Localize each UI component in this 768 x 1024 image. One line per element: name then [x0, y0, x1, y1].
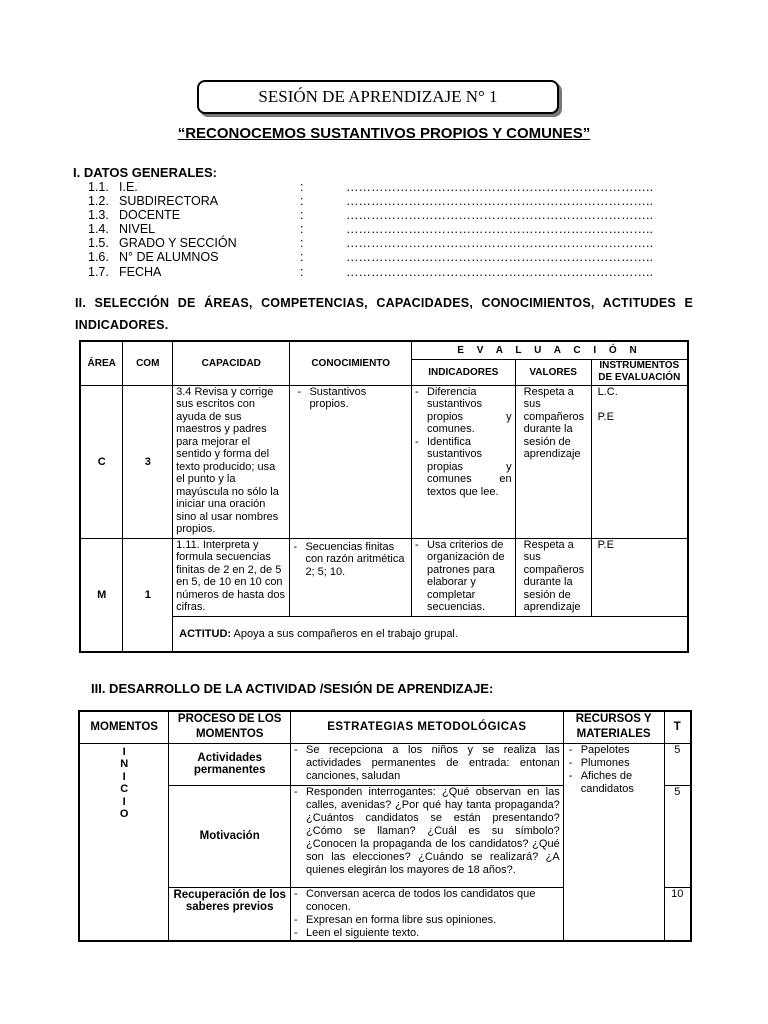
row1-conocimiento: - Sustantivos propios. — [297, 386, 408, 411]
datos-label: NIVEL — [119, 222, 156, 237]
datos-num: 1.4. — [88, 222, 109, 237]
row1-capacidad: 3.4 Revisa y corrige sus escritos con ayuda de sus maestros y padres para mejorar el sentido y forma del texto producido; usa el punto y la mayúscula no sólo la iniciar una oración sino al usar nombres propios. — [173, 385, 290, 538]
datos-num: 1.7. — [88, 264, 109, 279]
header-capacidad: CAPACIDAD — [173, 341, 290, 385]
recurso-item: - Papelotes — [569, 744, 661, 757]
header-indicadores: INDICADORES — [411, 359, 515, 385]
header-estrategias: ESTRATEGIAS METODOLÓGICAS — [291, 711, 564, 743]
row2-conocimiento: - Secuencias finitas con razón aritmética 2; 5; 10. — [293, 541, 408, 579]
row2-instrumento: P.E — [591, 538, 688, 616]
datos-label: SUBDIRECTORA — [119, 194, 219, 209]
datos-colon: : — [300, 264, 304, 279]
proceso-actividades: Actividades permanentes — [169, 743, 291, 785]
datos-colon: : — [300, 180, 304, 194]
section1-heading: I. DATOS GENERALES: — [73, 165, 217, 180]
row2-indicador: - Usa criterios de organización de patrones para elaborar y completar secuencias. — [415, 539, 512, 614]
tiempo-2: 5 — [664, 785, 691, 887]
header-t: T — [664, 711, 691, 743]
datos-row — [88, 236, 668, 250]
tiempo-1: 5 — [664, 743, 691, 785]
estrategia-item: - Se recepciona a los niños y se realiza las actividades permanentes de entrada: entonan canciones, saludan — [294, 744, 560, 783]
row2-valores: Respeta a sus compañeros durante la sesión de aprendizaje — [515, 538, 591, 616]
datos-label: GRADO Y SECCIÓN — [119, 236, 237, 251]
datos-fill-line: ……………………………………………………………….. — [346, 264, 653, 279]
datos-generales-list — [88, 180, 668, 279]
datos-num: 1.6. — [88, 250, 109, 265]
datos-colon: : — [300, 194, 304, 209]
header-recursos: RECURSOS Y MATERIALES — [563, 711, 664, 743]
row1-indicador: - Identifica sustantivos propias y comunes en textos que lee. — [415, 436, 512, 499]
desarrollo-table — [78, 710, 692, 942]
session-title: SESIÓN DE APRENDIZAJE N° 1 — [258, 87, 498, 106]
datos-row — [88, 222, 668, 236]
datos-row — [88, 208, 668, 222]
datos-label: FECHA — [119, 264, 162, 279]
datos-row — [88, 265, 668, 279]
datos-colon: : — [300, 250, 304, 265]
datos-fill-line: ……………………………………………………………….. — [346, 222, 653, 237]
momento-letter: O — [119, 808, 129, 820]
estrategia-item: - Responden interrogantes: ¿Qué observan en las calles, avenidas? ¿Por qué hay tanta propaganda? ¿Cuántos candidatos se están presentando? ¿Cómo se llaman? ¿Cuál es su símbolo? ¿Conocen la propaganda de los candidatos? ¿Qué son las elecciones? ¿Cuándo se realizará? ¿A quienes elegirán los mayores de 18 años?. — [294, 786, 560, 877]
momento-letter: N — [120, 758, 129, 770]
datos-fill-line: ……………………………………………………………….. — [346, 194, 653, 209]
datos-fill-line: ……………………………………………………………….. — [346, 208, 653, 223]
momento-letter: I — [122, 745, 126, 758]
lesson-subtitle: “RECONOCEMOS SUSTANTIVOS PROPIOS Y COMUNES” — [177, 125, 591, 142]
datos-row — [88, 194, 668, 208]
row2-area: M — [80, 538, 123, 652]
datos-label: I.E. — [119, 180, 138, 194]
estrategia-item: - Expresan en forma libre sus opiniones. — [294, 914, 560, 927]
actitud-label: ACTITUD: — [179, 627, 232, 640]
row1-instrumento: P.E — [597, 411, 614, 423]
tiempo-3: 10 — [664, 887, 691, 941]
header-instrumentos: INSTRUMENTOS DE EVALUACIÓN — [591, 359, 688, 385]
proceso-recuperacion: Recuperación de los saberes previos — [169, 887, 291, 941]
momento-letter: I — [122, 795, 126, 808]
header-com: COM — [123, 341, 173, 385]
session-title-box — [197, 80, 559, 114]
datos-num: 1.3. — [88, 208, 109, 223]
row1-indicador: - Diferencia sustantivos propios y comunes. — [415, 386, 512, 436]
section3-heading: III. DESARROLLO DE LA ACTIVIDAD /SESIÓN DE APRENDIZAJE: — [91, 681, 494, 696]
row1-com: 3 — [123, 385, 173, 538]
actitud-text: Apoya a sus compañeros en el trabajo grupal. — [233, 627, 458, 640]
recurso-item: - Afiches de candidatos — [569, 770, 661, 796]
datos-fill-line: ……………………………………………………………….. — [346, 250, 653, 265]
datos-label: N° DE ALUMNOS — [119, 250, 219, 265]
row2-com: 1 — [123, 538, 173, 652]
header-evaluacion: E V A L U A C I Ó N — [411, 341, 688, 359]
datos-colon: : — [300, 236, 304, 251]
header-momentos: MOMENTOS — [79, 711, 169, 743]
momento-inicio — [79, 743, 169, 941]
estrategia-item: - Conversan acerca de todos los candidatos que conocen. — [294, 888, 560, 914]
header-area: ÁREA — [80, 341, 123, 385]
datos-row — [88, 250, 668, 264]
datos-label: DOCENTE — [119, 208, 181, 223]
momento-letter: C — [120, 783, 129, 795]
header-proceso: PROCESO DE LOS MOMENTOS — [169, 711, 291, 743]
datos-num: 1.2. — [88, 194, 109, 209]
header-valores: VALORES — [515, 359, 591, 385]
datos-num: 1.5. — [88, 236, 109, 251]
datos-colon: : — [300, 208, 304, 223]
datos-colon: : — [300, 222, 304, 237]
header-conocimiento: CONOCIMIENTO — [290, 341, 412, 385]
datos-row — [88, 180, 668, 194]
row1-area: C — [80, 385, 123, 538]
momento-letter: I — [122, 770, 126, 783]
competencias-table — [79, 340, 689, 653]
row1-instrumento: L.C. — [597, 385, 618, 398]
proceso-motivacion: Motivación — [169, 785, 291, 887]
row2-capacidad: 1.11. Interpreta y formula secuencias finitas de 2 en 2, de 5 en 5, de 10 en 10 con números de hasta dos cifras. — [173, 538, 290, 616]
section2-heading: II. SELECCIÓN DE ÁREAS, COMPETENCIAS, CAPACIDADES, CONOCIMIENTOS, ACTITUDES E INDICADORES. — [75, 296, 693, 332]
recurso-item: - Plumones — [569, 757, 661, 770]
datos-fill-line: ……………………………………………………………….. — [346, 236, 653, 251]
row1-valores: Respeta a sus compañeros durante la sesión de aprendizaje — [515, 385, 591, 538]
datos-fill-line: ……………………………………………………………….. — [346, 180, 653, 194]
estrategia-item: - Leen el siguiente texto. — [294, 927, 560, 940]
datos-num: 1.1. — [88, 180, 109, 194]
